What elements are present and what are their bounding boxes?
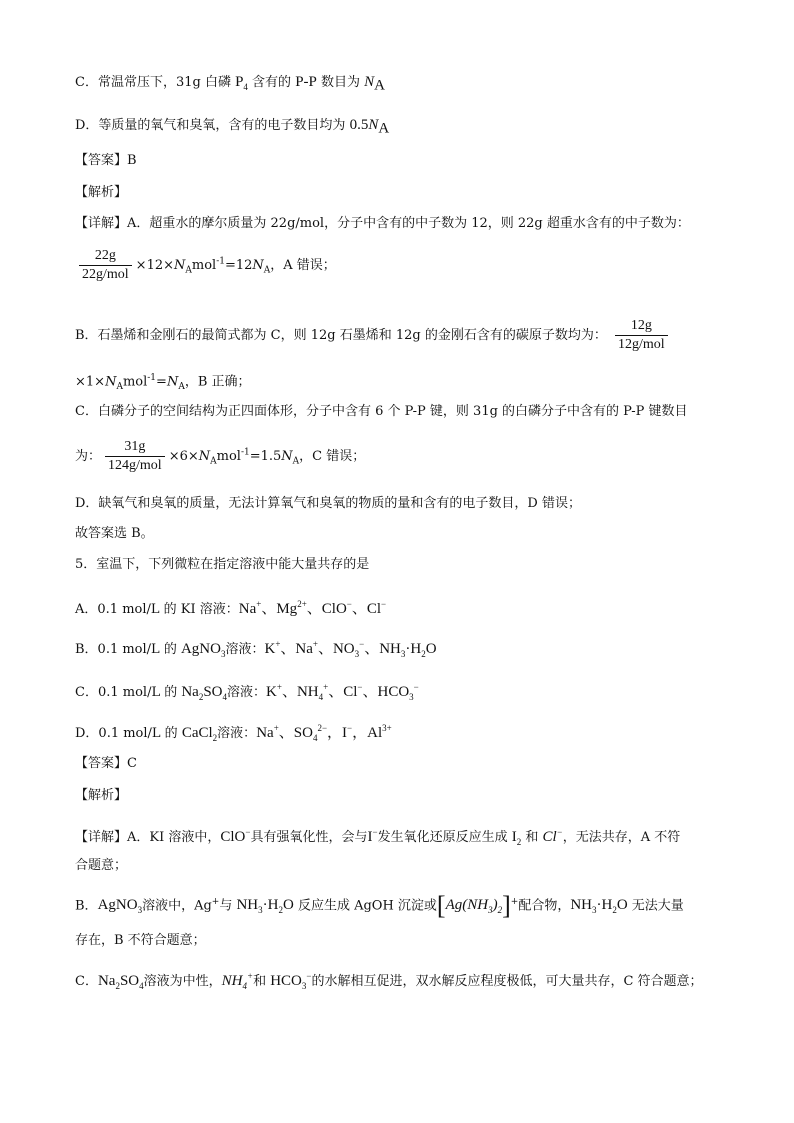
- answer-label-2: 【答案】C: [75, 756, 137, 771]
- q5-option-b: B．0.1 mol/L 的 AgNO$_3$溶液：K+、Na+、$NO_3^-$、$NH_3\cdot H_2O$: [75, 639, 437, 659]
- detail-a: 【详解】A．超重水的摩尔质量为 22g/mol，分子中含有的中子数为 12，则 22g 超重水含有的中子数为：: [75, 216, 690, 231]
- fraction-12g: $\frac{12g}{\text{12g/mol}}$: [615, 317, 668, 354]
- analysis-label-1: 【解析】: [75, 185, 128, 200]
- detail-a2-tail: 合题意；: [75, 858, 128, 873]
- question-5: 5．室温下，下列微粒在指定溶液中能大量共存的是: [75, 557, 370, 572]
- detail-b2: B．AgNO$_3$溶液中，Ag+与 $NH_3\cdot H_2O$ 反应生成 AgOH 沉淀或$[Ag(NH_3)_2]^+$配合物，$NH_3\cdot H_2O$ 无法大量: [75, 890, 684, 920]
- option-d-ozone: D．等质量的氧气和臭氧，含有的电子数目均为 $0.5N_A$: [75, 117, 390, 137]
- q5-option-a: A．0.1 mol/L 的 KI 溶液：Na+、$Mg^{2+}$、ClO−、Cl−: [75, 599, 387, 617]
- detail-c: C．白磷分子的空间结构为正四面体形，分子中含有 6 个 P-P 键，则 31g 的白磷分子中含有的 P-P 键数目: [75, 404, 688, 419]
- q5-option-d: D．0.1 mol/L 的 CaCl$_2$溶液：Na+、$SO_4^{2-}$，I−，$Al^{3+}$: [75, 723, 392, 743]
- detail-b: B．石墨烯和金刚石的最简式都为 C，则 12g 石墨烯和 12g 的金刚石含有的碳原子数均为： $\frac{12g}{\text{12g/mol}}$: [75, 317, 672, 354]
- detail-d: D．缺氧气和臭氧的质量，无法计算氧气和臭氧的物质的量和含有的电子数目，D 错误；: [75, 496, 581, 511]
- fraction-line-a: $\frac{22g}{\text{22g/mol}}$ $\times 12\times N_Amol^{-1}=12N_A$，A 错误；: [75, 247, 336, 284]
- analysis-label-2: 【解析】: [75, 788, 128, 803]
- detail-c2: C．$Na_2SO_4$溶液为中性，$NH_4^+$和 $HCO_3^-$的水解相互促进，双水解反应程度极低，可大量共存，C 符合题意；: [75, 971, 703, 991]
- option-c-p4: C．常温常压下，31g 白磷 $P_4$ 含有的 P-P 数目为 $N_A$: [75, 74, 385, 94]
- detail-a2: 【详解】A．KI 溶液中，ClO−具有强氧化性，会与I−发生氧化还原反应生成 $I_2$ 和 Cl−，无法共存，A 不符: [75, 827, 681, 847]
- conclusion-b: 故答案选 B。: [75, 526, 154, 541]
- detail-b-tail: $\times 1\times N_Amol^{-1}=N_A$，B 正确；: [75, 373, 251, 392]
- q5-option-c: C．0.1 mol/L 的 $Na_2SO_4$溶液：K+、$NH_4^+$、Cl−、$HCO_3^-$: [75, 682, 419, 702]
- answer-label-1: 【答案】B: [75, 153, 137, 168]
- fraction-line-c: 为： $\frac{31g}{\text{124g/mol}}$ $\times 6\times N_Amol^{-1}=1.5N_A$，C 错误；: [75, 439, 366, 473]
- detail-b2-tail: 存在，B 不符合题意；: [75, 933, 206, 948]
- fraction-31g: $\frac{31g}{\text{124g/mol}}$: [105, 438, 165, 475]
- fraction-22g: $\frac{22g}{\text{22g/mol}}$: [79, 247, 132, 284]
